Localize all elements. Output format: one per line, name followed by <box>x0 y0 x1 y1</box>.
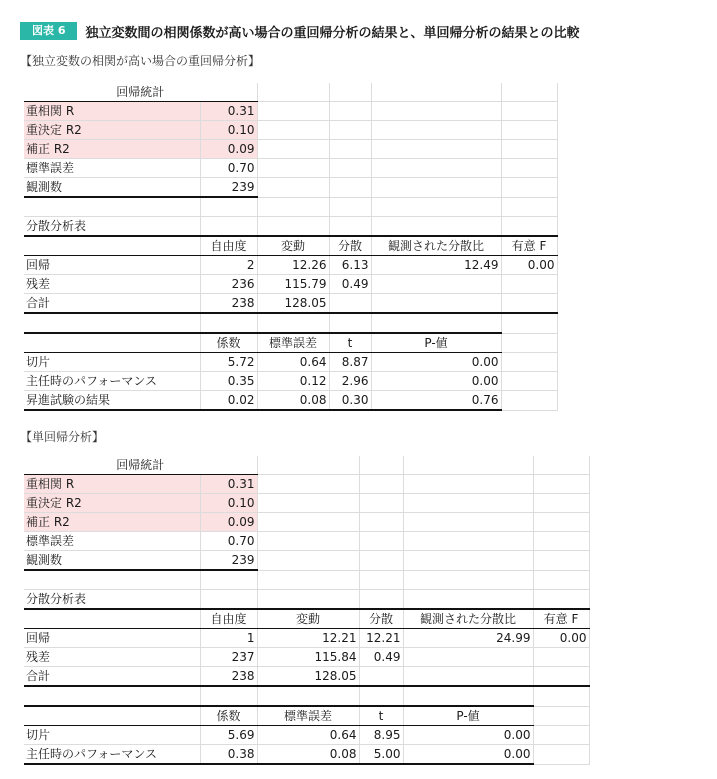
column-header: P-値 <box>371 333 501 353</box>
stat-label: 重決定 R2 <box>24 494 200 513</box>
stat-label: 補正 R2 <box>24 513 200 532</box>
table-row <box>24 159 557 178</box>
section1-title: 【独立変数の相関が高い場合の重回帰分析】 <box>20 54 261 68</box>
table-cell <box>501 275 557 294</box>
table-row <box>24 726 589 745</box>
row-label: 残差 <box>24 275 200 294</box>
figure-header <box>20 20 580 42</box>
table-cell: 0.64 <box>257 726 359 745</box>
table-cell <box>329 294 371 314</box>
table-cell <box>359 667 403 687</box>
table-cell: 238 <box>200 294 257 314</box>
row-label: 主任時のパフォーマンス <box>24 745 200 765</box>
table-cell <box>403 648 533 667</box>
table-row <box>24 667 589 687</box>
table-row <box>24 83 557 102</box>
table-row <box>24 456 589 475</box>
table-row <box>24 353 557 372</box>
table-row <box>24 121 557 140</box>
table-cell: 237 <box>200 648 257 667</box>
table-cell <box>371 275 501 294</box>
table-cell: 2 <box>200 256 257 275</box>
stat-value: 0.09 <box>200 140 257 159</box>
table-row <box>24 745 589 765</box>
table-row <box>24 391 557 411</box>
stat-value: 0.09 <box>200 513 257 532</box>
row-label: 昇進試験の結果 <box>24 391 200 411</box>
table-row <box>24 494 589 513</box>
column-header: 有意 F <box>533 609 589 629</box>
row-label: 回帰 <box>24 629 200 648</box>
table-cell: 5.00 <box>359 745 403 765</box>
stat-label: 観測数 <box>24 551 200 571</box>
table-row <box>24 629 589 648</box>
column-header: 標準誤差 <box>257 333 329 353</box>
column-header: 分散 <box>329 236 371 256</box>
table-cell: 0.00 <box>533 629 589 648</box>
column-header: P-値 <box>403 706 533 726</box>
stats-header: 回帰統計 <box>24 456 257 475</box>
table-row <box>24 648 589 667</box>
table-row <box>24 333 557 353</box>
row-label: 回帰 <box>24 256 200 275</box>
table-row <box>24 532 589 551</box>
table-cell <box>403 667 533 687</box>
anova-title: 分散分析表 <box>24 217 200 237</box>
table-cell: 8.87 <box>329 353 371 372</box>
table-cell <box>501 294 557 314</box>
stat-value: 239 <box>200 178 257 198</box>
table-cell: 12.21 <box>257 629 359 648</box>
table-cell: 5.72 <box>200 353 257 372</box>
row-label: 切片 <box>24 726 200 745</box>
table-row <box>24 706 589 726</box>
table-cell: 115.79 <box>257 275 329 294</box>
column-header: 係数 <box>200 333 257 353</box>
table-cell: 0.00 <box>371 372 501 391</box>
table-cell: 128.05 <box>257 294 329 314</box>
row-label: 切片 <box>24 353 200 372</box>
stats-header: 回帰統計 <box>24 83 257 102</box>
table-row <box>24 256 557 275</box>
table-row <box>24 513 589 532</box>
table-cell: 1 <box>200 629 257 648</box>
column-header: 自由度 <box>200 609 257 629</box>
table-cell: 238 <box>200 667 257 687</box>
table-cell: 0.00 <box>403 726 533 745</box>
row-label: 残差 <box>24 648 200 667</box>
stat-value: 0.70 <box>200 532 257 551</box>
table-cell: 0.49 <box>329 275 371 294</box>
table-row <box>24 217 557 237</box>
stat-label: 標準誤差 <box>24 159 200 178</box>
row-label: 主任時のパフォーマンス <box>24 372 200 391</box>
stat-label: 補正 R2 <box>24 140 200 159</box>
column-header: t <box>359 706 403 726</box>
stat-value: 0.10 <box>200 494 257 513</box>
section2-title: 【単回帰分析】 <box>20 430 105 444</box>
column-header: 標準誤差 <box>257 706 359 726</box>
table-cell: 0.00 <box>501 256 557 275</box>
table-row <box>24 313 557 333</box>
table-cell: 24.99 <box>403 629 533 648</box>
table-cell: 2.96 <box>329 372 371 391</box>
section1-sheet <box>24 83 558 411</box>
table-row <box>24 372 557 391</box>
section2-sheet <box>24 456 590 765</box>
row-label: 合計 <box>24 294 200 314</box>
stat-value: 0.31 <box>200 102 257 121</box>
stat-label: 重相関 R <box>24 475 200 494</box>
table-row <box>24 140 557 159</box>
column-header: 係数 <box>200 706 257 726</box>
table-cell: 0.64 <box>257 353 329 372</box>
anova-title: 分散分析表 <box>24 590 200 610</box>
table-cell: 0.76 <box>371 391 501 411</box>
table-cell: 0.02 <box>200 391 257 411</box>
table-cell: 115.84 <box>257 648 359 667</box>
column-header: 有意 F <box>501 236 557 256</box>
stat-label: 観測数 <box>24 178 200 198</box>
table-cell <box>533 648 589 667</box>
table-cell: 6.13 <box>329 256 371 275</box>
table-cell: 0.38 <box>200 745 257 765</box>
table-row <box>24 236 557 256</box>
table-cell: 0.08 <box>257 745 359 765</box>
stat-value: 239 <box>200 551 257 571</box>
table-cell: 0.12 <box>257 372 329 391</box>
stat-label: 重相関 R <box>24 102 200 121</box>
table-cell: 0.49 <box>359 648 403 667</box>
table-cell: 12.49 <box>371 256 501 275</box>
table-cell: 12.26 <box>257 256 329 275</box>
table-cell: 128.05 <box>257 667 359 687</box>
column-header: t <box>329 333 371 353</box>
table-cell: 8.95 <box>359 726 403 745</box>
figure-badge: 図表 6 <box>20 22 77 40</box>
table-cell: 0.00 <box>403 745 533 765</box>
table-row <box>24 475 589 494</box>
section1-body <box>24 83 557 410</box>
table-cell: 0.08 <box>257 391 329 411</box>
column-header: 変動 <box>257 609 359 629</box>
section2-body <box>24 456 589 764</box>
table-cell: 5.69 <box>200 726 257 745</box>
table-row <box>24 178 557 198</box>
table-row <box>24 609 589 629</box>
table-row <box>24 686 589 706</box>
table-row <box>24 590 589 610</box>
table-row <box>24 570 589 590</box>
column-header: 変動 <box>257 236 329 256</box>
table-cell: 0.35 <box>200 372 257 391</box>
stat-label: 標準誤差 <box>24 532 200 551</box>
column-header: 分散 <box>359 609 403 629</box>
table-cell: 236 <box>200 275 257 294</box>
table-cell: 12.21 <box>359 629 403 648</box>
row-label: 合計 <box>24 667 200 687</box>
table-row <box>24 294 557 314</box>
stat-label: 重決定 R2 <box>24 121 200 140</box>
table-row <box>24 551 589 571</box>
column-header: 観測された分散比 <box>371 236 501 256</box>
table-row <box>24 197 557 217</box>
column-header: 自由度 <box>200 236 257 256</box>
stat-value: 0.10 <box>200 121 257 140</box>
table-cell <box>371 294 501 314</box>
table-cell: 0.30 <box>329 391 371 411</box>
table-row <box>24 102 557 121</box>
column-header: 観測された分散比 <box>403 609 533 629</box>
table-row <box>24 275 557 294</box>
stat-value: 0.31 <box>200 475 257 494</box>
stat-value: 0.70 <box>200 159 257 178</box>
figure-title: 独立変数間の相関係数が高い場合の重回帰分析の結果と、単回帰分析の結果との比較 <box>85 25 580 41</box>
table-cell: 0.00 <box>371 353 501 372</box>
table-cell <box>533 667 589 687</box>
